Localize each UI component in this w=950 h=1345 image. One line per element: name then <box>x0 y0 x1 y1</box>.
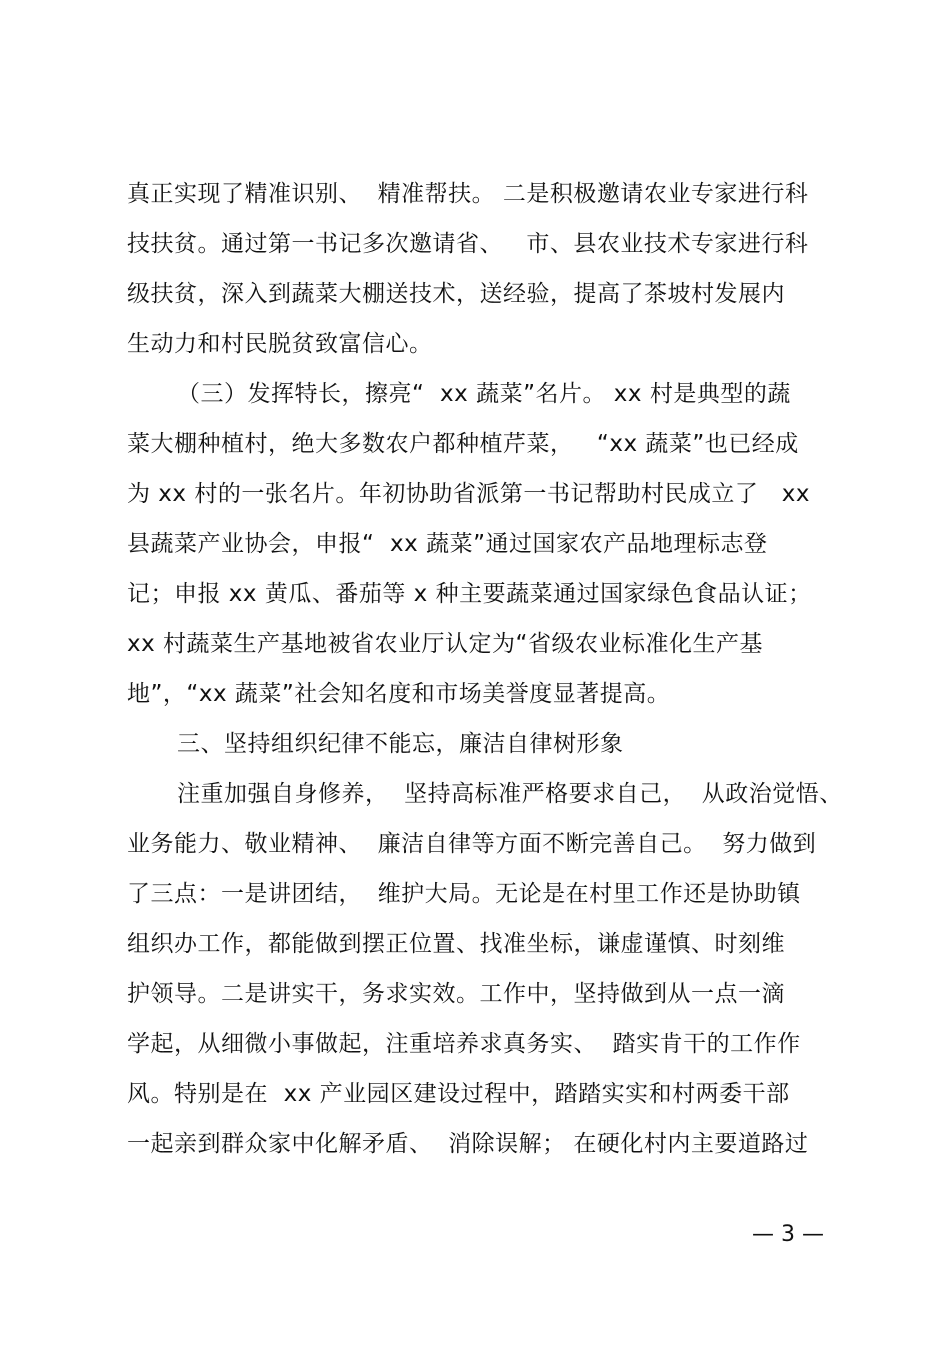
text-line: 业务能力、敬业精神、 廉洁自律等方面不断完善自己。 努力做到 <box>127 831 817 857</box>
text-line: 为 xx 村的一张名片。年初协助省派第一书记帮助村民成立了 xx <box>127 481 811 507</box>
text-line: 风。特别是在 xx 产业园区建设过程中，踏踏实实和村两委干部 <box>127 1081 790 1107</box>
text-line: 护领导。二是讲实干，务求实效。工作中，坚持做到从一点一滴 <box>127 981 785 1007</box>
text-line: （三）发挥特长，擦亮“ xx 蔬菜”名片。 xx 村是典型的蔬 <box>177 381 791 407</box>
text-line: 技扶贫。通过第一书记多次邀请省、 市、县农业技术专家进行科 <box>127 231 809 257</box>
text-line: 菜大棚种植村，绝大多数农户都种植芹菜， “xx 蔬菜”也已经成 <box>127 431 799 457</box>
text-line: 生动力和村民脱贫致富信心。 <box>127 331 433 357</box>
text-line: 记；申报 xx 黄瓜、番茄等 x 种主要蔬菜通过国家绿色食品认证； <box>127 581 812 607</box>
text-line: 地”，“xx 蔬菜”社会知名度和市场美誉度显著提高。 <box>127 681 671 707</box>
text-line: 了三点：一是讲团结， 维护大局。无论是在村里工作还是协助镇 <box>127 881 801 907</box>
text-line: 一起亲到群众家中化解矛盾、 消除误解； 在硬化村内主要道路过 <box>127 1131 809 1157</box>
text-line: 县蔬菜产业协会，申报“ xx 蔬菜”通过国家农产品地理标志登 <box>127 531 768 557</box>
text-line: 真正实现了精准识别、 精准帮扶。 二是积极邀请农业专家进行科 <box>127 181 809 207</box>
text-line: 学起，从细微小事做起，注重培养求真务实、 踏实肯干的工作作 <box>127 1031 801 1057</box>
text-line: xx 村蔬菜生产基地被省农业厅认定为“省级农业标准化生产基 <box>127 631 763 657</box>
text-line: 组织办工作，都能做到摆正位置、找准坐标，谦虚谨慎、时刻维 <box>127 931 785 957</box>
text-line: 级扶贫，深入到蔬菜大棚送技术，送经验，提高了茶坡村发展内 <box>127 281 785 307</box>
page-number: — 3 — <box>752 1222 824 1247</box>
section-heading: 三、坚持组织纪律不能忘，廉洁自律树形象 <box>177 731 624 757</box>
text-line: 注重加强自身修养， 坚持高标准严格要求自己， 从政治觉悟、 <box>177 781 843 807</box>
